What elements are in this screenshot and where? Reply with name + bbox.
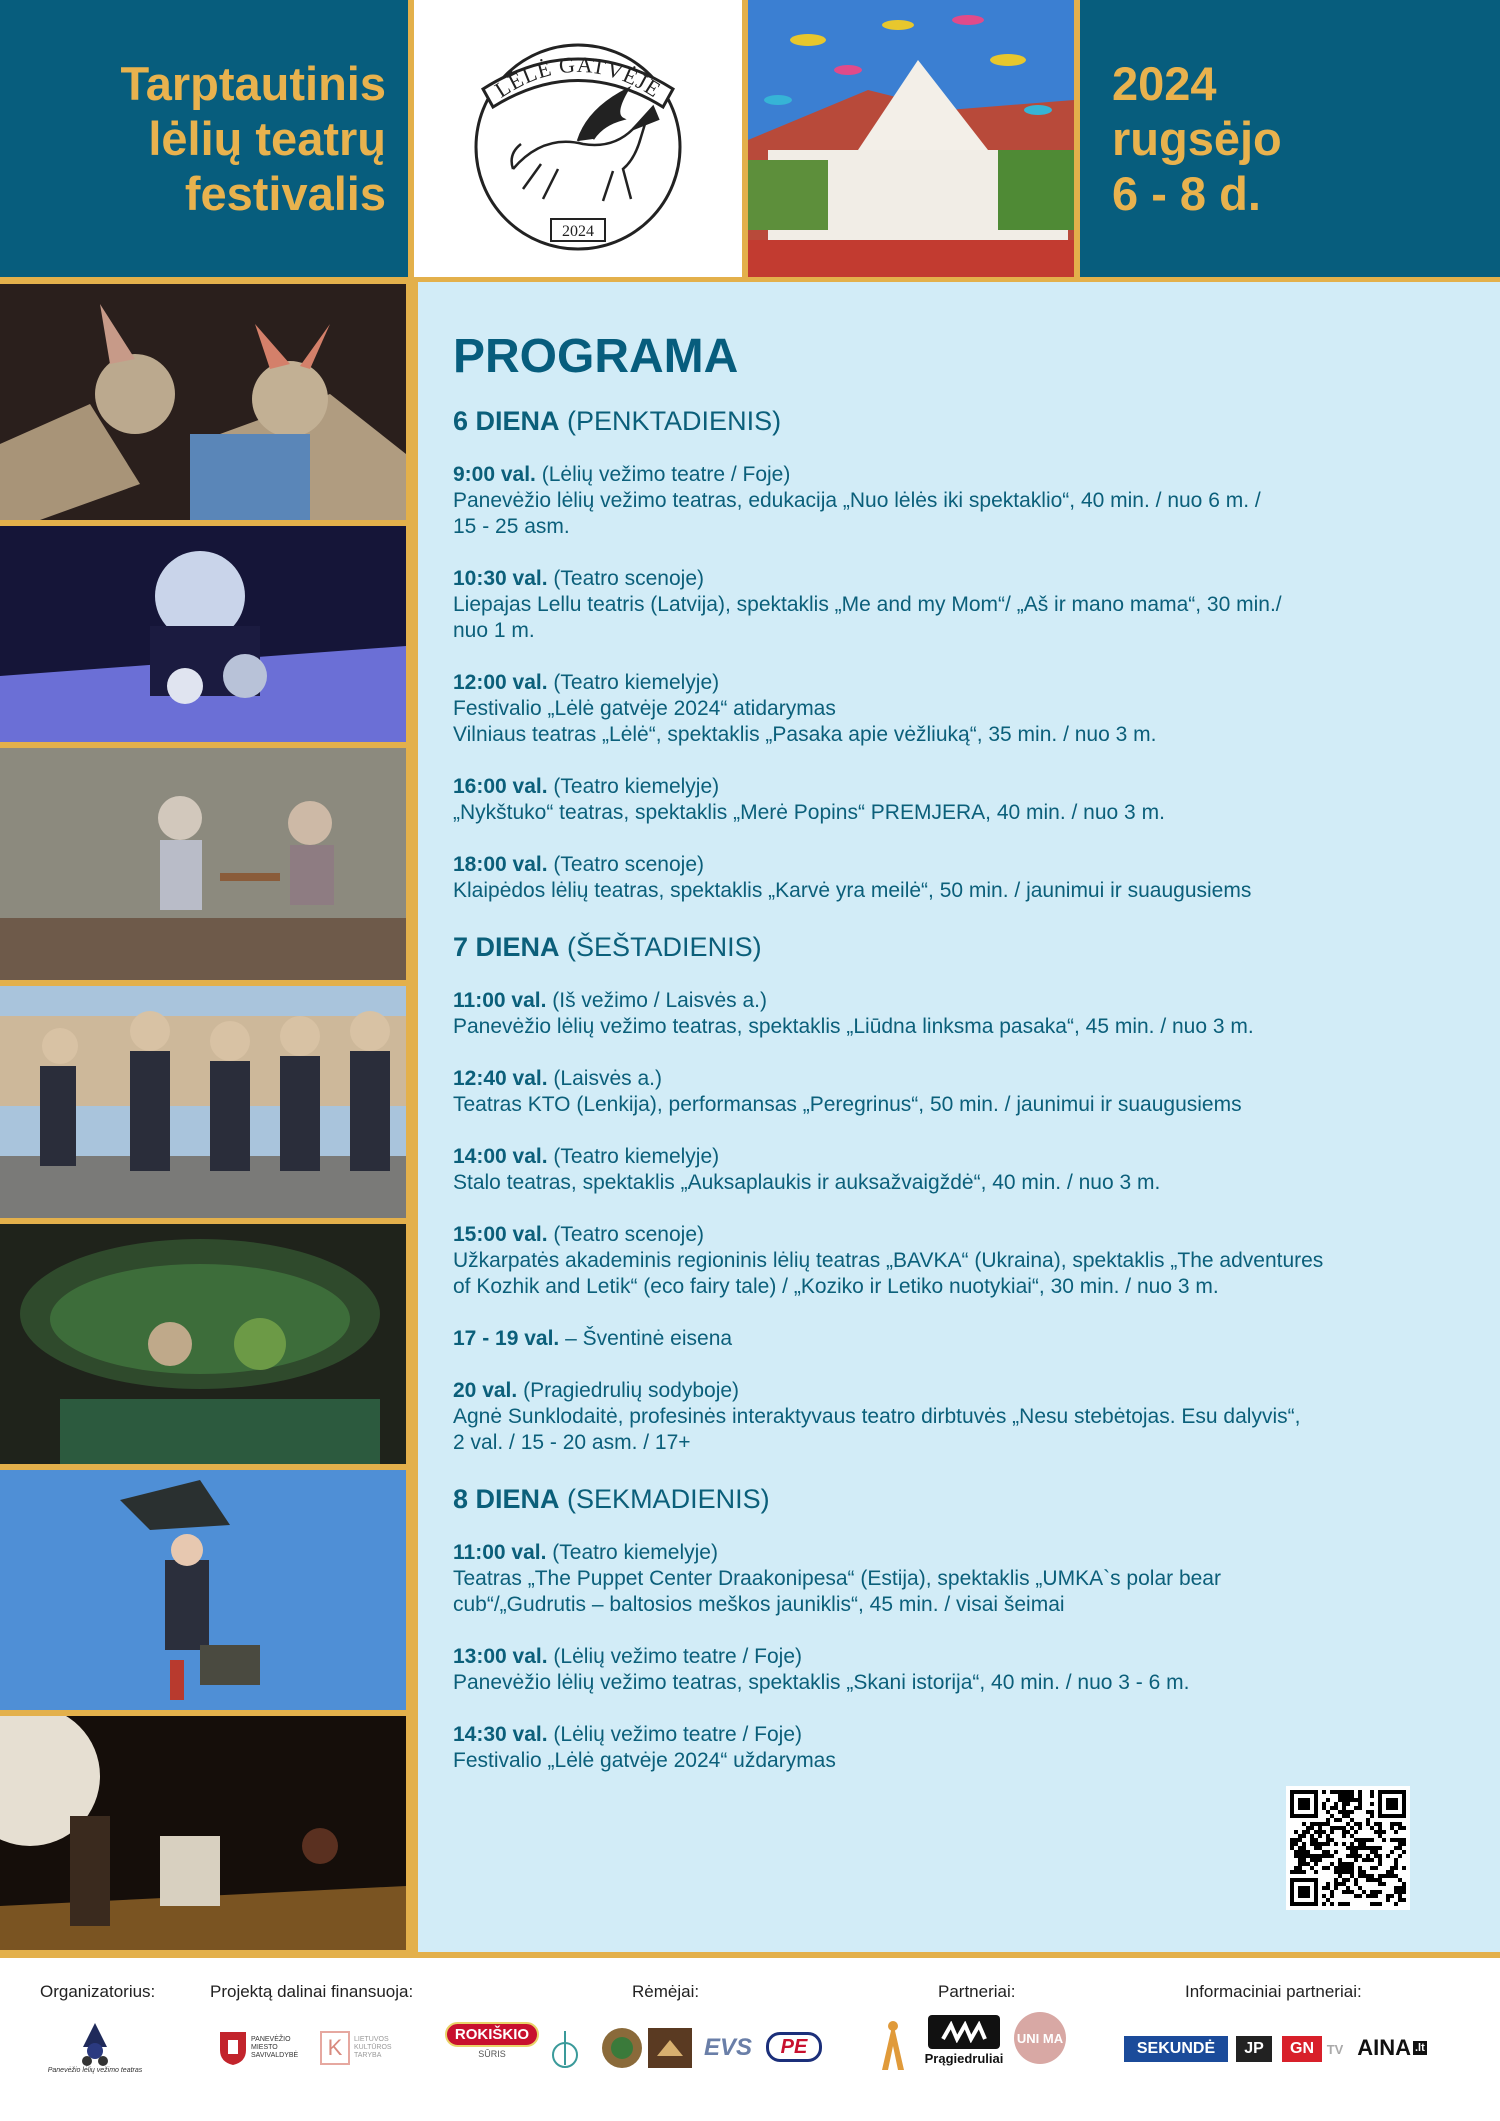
event-time-line [453, 988, 1483, 1014]
pe-logo: PE [766, 2032, 822, 2062]
day-heading [453, 1482, 1483, 1516]
day-label: 6 DIENA [453, 406, 560, 436]
event-time-line [453, 1066, 1483, 1092]
program-event [453, 1644, 1483, 1696]
day-label: 7 DIENA [453, 932, 560, 962]
event-venue: (Lėlių vežimo teatre / Foje) [553, 1645, 803, 1668]
event-time-line [453, 462, 1483, 488]
council-line-2: KULTŪROS [354, 2044, 392, 2051]
program-days [453, 404, 1483, 1774]
event-time: 15:00 val. [453, 1223, 548, 1246]
event-venue: (Teatro kiemelyje) [553, 671, 720, 694]
council-line-3: TARYBA [354, 2052, 382, 2059]
program-event [453, 566, 1483, 644]
photo-bat-puppets [0, 284, 406, 520]
event-description: 15 - 25 asm. [453, 515, 570, 538]
cofunded-label: Projektą dalinai finansuoja: [210, 1982, 414, 2001]
event-venue: (Teatro kiemelyje) [553, 1145, 720, 1168]
organizer-caption: Panevėžio lėlių vežimo teatras [47, 2066, 143, 2074]
jp-logo: JP [1236, 2036, 1272, 2062]
gn-logo: GN [1282, 2036, 1322, 2062]
round-emblem-icon [607, 2033, 637, 2063]
sekunde-logo: SEKUNDĖ [1124, 2036, 1228, 2062]
municipality-line-2: MIESTO [251, 2044, 278, 2051]
logo-year: 2024 [562, 222, 594, 240]
event-description: Vilniaus teatras „Lėlė“, spektaklis „Pasaka apie vėžliuką“, 35 min. / nuo 3 m. [453, 723, 1157, 746]
festival-logo-emblem [463, 19, 693, 259]
event-time-line [453, 1540, 1483, 1566]
event-time: 14:30 val. [453, 1723, 548, 1746]
program-event [453, 462, 1483, 540]
date-month: rugsėjo [1112, 112, 1282, 165]
program-event [453, 1222, 1483, 1300]
event-time-line [453, 1722, 1483, 1748]
header-banner [0, 0, 1500, 282]
rokiskio-text: ROKIŠKIO [445, 2022, 539, 2047]
program-content [453, 330, 1483, 1800]
event-venue: (Teatro scenoje) [553, 1223, 704, 1246]
event-description: Panevėžio lėlių vežimo teatras, edukacija „Nuo lėlės iki spektaklio“, 40 min. / nuo 6 m. / [453, 489, 1261, 512]
fountain-icon [551, 2025, 579, 2079]
event-time: 11:00 val. [453, 1541, 547, 1564]
event-time: 13:00 val. [453, 1645, 548, 1668]
event-venue: (Iš vežimo / Laisvės a.) [552, 989, 767, 1012]
program-event [453, 852, 1483, 904]
event-venue: (Laisvės a.) [553, 1067, 662, 1090]
program-panel [412, 282, 1500, 1952]
title-line-1: Tarptautinis [120, 57, 386, 110]
event-description: cub“/„Gudrutis – baltosios meškos jauniklis“, 45 min. / visai šeimai [453, 1593, 1065, 1616]
horse-icon [512, 89, 658, 201]
sponsors-label: Rėmėjai: [632, 1982, 700, 2001]
rokiskio-logo [440, 2018, 544, 2062]
building-icon [655, 2038, 685, 2058]
festival-logo [414, 0, 742, 277]
sponsor-dark-logo [648, 2028, 692, 2068]
program-event [453, 988, 1483, 1040]
event-description: Festivalio „Lėlė gatvėje 2024“ uždarymas [453, 1749, 836, 1772]
day-weekday: (PENKTADIENIS) [567, 406, 782, 436]
event-time: 20 val. [453, 1379, 518, 1402]
program-event [453, 670, 1483, 748]
aina-logo [1352, 2032, 1432, 2064]
event-time: 11:00 val. [453, 989, 547, 1012]
council-line-1: LIETUVOS [354, 2036, 389, 2043]
event-description: Teatras „The Puppet Center Draakonipesa“ (Estija), spektaklis „UMKA`s polar bear [453, 1567, 1221, 1590]
header-photo-theatre-building [748, 0, 1074, 277]
event-venue: (Lėlių vežimo teatre / Foje) [553, 1723, 803, 1746]
pragiedruliai-logo [926, 2012, 1002, 2068]
unima-logo: UNI MA [1014, 2012, 1066, 2064]
event-time-line [453, 1378, 1483, 1404]
council-k-icon: K [320, 2031, 350, 2065]
municipality-line-3: SAVIVALDYBĖ [251, 2052, 299, 2059]
event-venue: (Teatro scenoje) [553, 567, 704, 590]
event-description: Teatras KTO (Lenkija), performansas „Peregrinus“, 50 min. / jaunimui ir suaugusiems [453, 1093, 1242, 1116]
date-year: 2024 [1112, 57, 1217, 110]
event-time: 12:40 val. [453, 1067, 548, 1090]
title-line-2: lėlių teatrų [148, 112, 386, 165]
pragiedruliai-text: Prągiedruliai [924, 2050, 1004, 2066]
event-time: 16:00 val. [453, 775, 548, 798]
pragiedruliai-mark-icon [928, 2015, 1000, 2049]
event-description: Panevėžio lėlių vežimo teatras, spektaklis „Liūdna linksma pasaka“, 45 min. / nuo 3 m. [453, 1015, 1254, 1038]
program-event [453, 1378, 1483, 1456]
photo-elderly-puppets [0, 748, 406, 980]
program-event [453, 774, 1483, 826]
title-line-3: festivalis [184, 167, 386, 220]
partners-label: Partneriai: [938, 1982, 1016, 2001]
day-weekday: (SEKMADIENIS) [567, 1484, 770, 1514]
event-venue: (Lėlių vežimo teatre / Foje) [541, 463, 791, 486]
photo-street-parade [0, 986, 406, 1218]
event-description: Festivalio „Lėlė gatvėje 2024“ atidarymas [453, 697, 836, 720]
event-description: Klaipėdos lėlių teatras, spektaklis „Karvė yra meilė“, 50 min. / jaunimui ir suaugusiems [453, 879, 1252, 902]
puppet-figure-icon [878, 2018, 908, 2074]
day-label: 8 DIENA [453, 1484, 560, 1514]
event-description: 2 val. / 15 - 20 asm. / 17+ [453, 1431, 691, 1454]
qr-code-icon [1290, 1790, 1406, 1906]
event-time: 10:30 val. [453, 567, 548, 590]
aina-domain: .lt [1415, 2042, 1425, 2054]
event-time-line [453, 1326, 1483, 1352]
coat-of-arms-icon [218, 2030, 248, 2066]
event-venue: (Teatro kiemelyje) [553, 775, 720, 798]
logo-arc-text: LĖLĖ GATVĖJE [490, 51, 666, 102]
municipality-logo [218, 2028, 300, 2068]
event-description: Agnė Sunklodaitė, profesinės interaktyvaus teatro dirbtuvės „Nesu stebėtojas. Esu dalyvis“, [453, 1405, 1301, 1428]
sponsor-emblem-logo [550, 2024, 580, 2080]
program-event [453, 1144, 1483, 1196]
event-time-line [453, 852, 1483, 878]
event-time-line [453, 1222, 1483, 1248]
aina-text: AINA [1357, 2035, 1411, 2060]
photo-column [0, 282, 412, 1952]
evs-logo: EVS [703, 2034, 753, 2061]
event-time: 18:00 val. [453, 853, 548, 876]
festival-dates [1080, 0, 1500, 277]
event-time: 12:00 val. [453, 671, 548, 694]
organizer-logo [47, 2012, 143, 2082]
event-venue: (Pragiedrulių sodyboje) [523, 1379, 740, 1402]
info-partners-label: Informaciniai partneriai: [1185, 1982, 1362, 2001]
tv-logo: TV [1326, 2041, 1344, 2057]
event-time-line [453, 1144, 1483, 1170]
qr-code[interactable] [1286, 1786, 1410, 1910]
photo-bear-puppet [0, 526, 406, 742]
photo-mary-poppins-puppet [0, 1470, 406, 1710]
event-time-line [453, 670, 1483, 696]
program-event [453, 1326, 1483, 1352]
program-title: PROGRAMA [453, 330, 739, 383]
day-heading [453, 404, 1483, 438]
event-venue: (Teatro kiemelyje) [552, 1541, 718, 1564]
program-event [453, 1722, 1483, 1774]
suris-text: SŪRIS [478, 2048, 506, 2059]
sponsor-round-logo [602, 2028, 642, 2068]
date-days: 6 - 8 d. [1112, 167, 1261, 220]
municipality-line-1: PANEVĖŽIO [251, 2036, 291, 2043]
day-weekday: (ŠEŠTADIENIS) [567, 932, 762, 962]
event-venue: (Teatro scenoje) [553, 853, 704, 876]
event-description: Stalo teatras, spektaklis „Auksaplaukis ir auksažvaigždė“, 40 min. / nuo 3 m. [453, 1171, 1161, 1194]
partner-figure-logo [876, 2016, 910, 2076]
event-time: 9:00 val. [453, 463, 536, 486]
sponsors-footer [0, 1952, 1500, 2121]
event-description: nuo 1 m. [453, 619, 535, 642]
event-time: 17 - 19 val. [453, 1327, 560, 1350]
photo-frog-puppets [0, 1224, 406, 1464]
event-description: Liepajas Lellu teatris (Latvija), spektaklis „Me and my Mom“/ „Aš ir mano mama“, 30 min./ [453, 593, 1282, 616]
event-venue: – Šventinė eisena [565, 1327, 733, 1350]
event-description: Panevėžio lėlių vežimo teatras, spektaklis „Skani istorija“, 40 min. / nuo 3 - 6 m. [453, 1671, 1190, 1694]
event-description: of Kozhik and Letik“ (eco fairy tale) / „Koziko ir Letiko nuotykiai“, 30 min. / nuo 3 m. [453, 1275, 1219, 1298]
program-event [453, 1540, 1483, 1618]
organizer-label: Organizatorius: [40, 1982, 156, 2001]
event-time-line [453, 566, 1483, 592]
day-heading [453, 930, 1483, 964]
festival-title [0, 0, 408, 277]
photo-stage-performance [0, 1716, 406, 1950]
event-description: „Nykštuko“ teatras, spektaklis „Merė Popins“ PREMJERA, 40 min. / nuo 3 m. [453, 801, 1165, 824]
culture-council-logo [320, 2028, 410, 2068]
program-event [453, 1066, 1483, 1118]
event-description: Užkarpatės akademinis regioninis lėlių teatras „BAVKA“ (Ukraina), spektaklis „The adventures [453, 1249, 1324, 1272]
event-time: 14:00 val. [453, 1145, 548, 1168]
event-time-line [453, 774, 1483, 800]
puppet-cart-icon [73, 2021, 117, 2067]
event-time-line [453, 1644, 1483, 1670]
